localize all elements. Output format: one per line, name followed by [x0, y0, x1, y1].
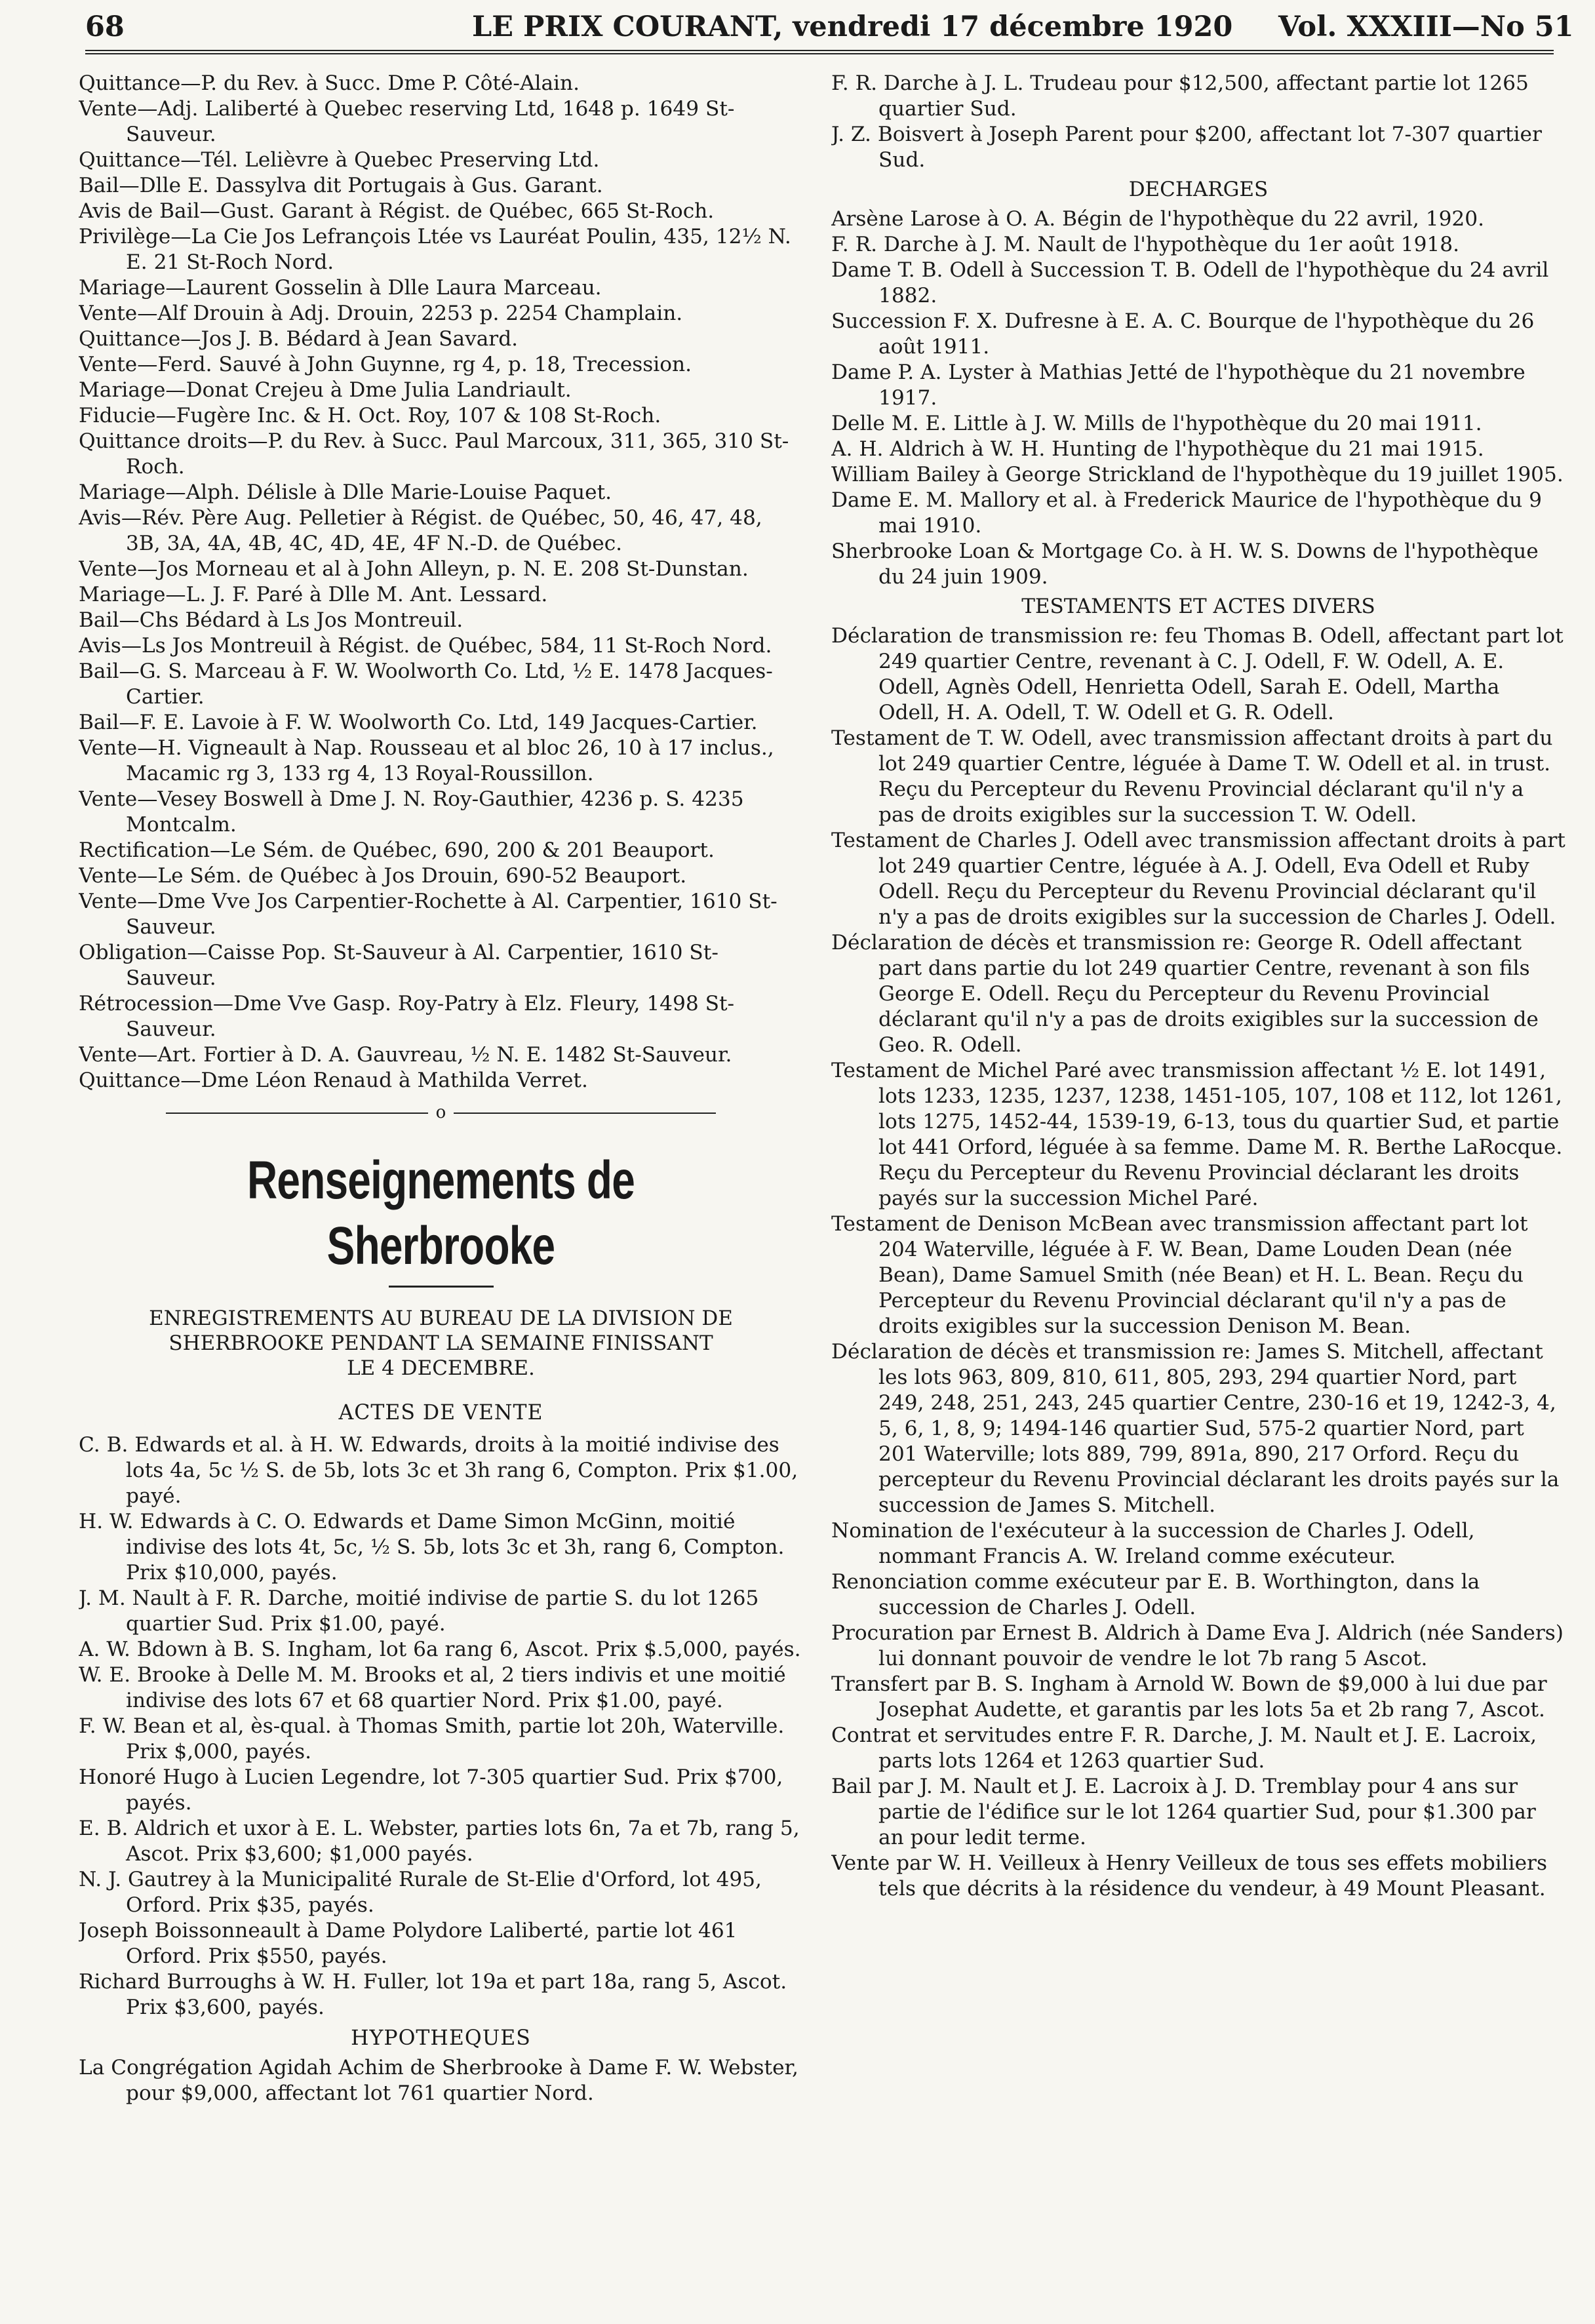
testament-entry: Bail par J. M. Nault et J. E. Lacroix à J. D. Tremblay pour 4 ans sur partie de l'édifice sur le lot 1264 quartier Sud, pour $1.300 par an pour ledit terme.: [831, 1775, 1536, 1849]
registry-entry: Quittance—Dme Léon Renaud à Mathilda Verret.: [79, 1069, 588, 1092]
registry-entry: Fiducie—Fugère Inc. & H. Oct. Roy, 107 & 108 St-Roch.: [79, 404, 661, 427]
acte-entry: C. B. Edwards et al. à H. W. Edwards, droits à la moitié indivise des lots 4a, 5c ½ S. de 5b, lots 3c et 3h rang 6, Compton. Prix $1.00, payé.: [79, 1433, 798, 1508]
acte-entry: N. J. Gautrey à la Municipalité Rurale de St-Elie d'Orford, lot 495, Orford. Prix $35, payés.: [79, 1868, 762, 1917]
registry-entry: Vente—H. Vigneault à Nap. Rousseau et al bloc 26, 10 à 17 inclus., Macamic rg 3, 133 rg 4, 13 Royal-Roussillon.: [79, 736, 774, 785]
actes-heading: ACTES DE VENTE: [338, 1401, 543, 1425]
section-separator: o: [79, 1100, 803, 1126]
registry-entry: Mariage—Alph. Délisle à Dlle Marie-Louise Paquet.: [79, 481, 612, 504]
registry-entry: Rectification—Le Sém. de Québec, 690, 200 & 201 Beauport.: [79, 838, 715, 862]
hypotheques-heading: HYPOTHEQUES: [351, 2026, 531, 2050]
registry-entry: Rétrocession—Dme Vve Gasp. Roy-Patry à Elz. Fleury, 1498 St-Sauveur.: [79, 992, 735, 1041]
actes-de-vente-list: [79, 1432, 803, 2020]
registry-entry: Privilège—La Cie Jos Lefrançois Ltée vs Lauréat Poulin, 435, 12½ N. E. 21 St-Roch Nord.: [79, 225, 791, 274]
testament-entry: Testament de Michel Paré avec transmission affectant ½ E. lot 1491, lots 1233, 1235, 1237, 1238, 1451-105, 107, 108 et 112, lot 1261, lots 1275, 1452-44, 1539-19, 6-13, tous du quartier Sud, et partie lot 441 Orford, léguée à sa femme. Dame M. R. Berthe LaRocque. Reçu du Percepteur du Revenu Provincial déclarant les droits payés sur la succession Michel Paré.: [831, 1059, 1563, 1210]
acte-entry: Joseph Boissonneault à Dame Polydore Laliberté, partie lot 461 Orford. Prix $550, payés.: [79, 1919, 738, 1968]
decharge-entry: Arsène Larose à O. A. Bégin de l'hypothèque du 22 avril, 1920.: [831, 207, 1485, 231]
registry-entry: Vente—Vesey Boswell à Dme J. N. Roy-Gauthier, 4236 p. S. 4235 Montcalm.: [79, 787, 744, 837]
testament-entry: Renonciation comme exécuteur par E. B. Worthington, dans la succession de Charles J. Odell.: [831, 1570, 1480, 1619]
registry-entry: Vente—Adj. Laliberté à Quebec reserving Ltd, 1648 p. 1649 St-Sauveur.: [79, 97, 735, 146]
testament-entry: Testament de Denison McBean avec transmission affectant part lot 204 Waterville, léguée à F. W. Bean, Dame Louden Dean (née Bean), Dame Samuel Smith (née Bean) et H. L. Bean. Reçu du Percepteur du Revenu Provincial déclarant qu'il n'y a pas de droits exigibles sur la succession Denison M. Bean.: [831, 1212, 1528, 1338]
testament-entry: Transfert par B. S. Ingham à Arnold W. Bown de $9,000 à lui due par Josephat Audette, et garantis par les lots 5a et 2b rang 7, Ascot.: [831, 1672, 1547, 1722]
decharge-entry: Dame P. A. Lyster à Mathias Jetté de l'hypothèque du 21 novembre 1917.: [831, 361, 1526, 410]
registry-entry: Bail—Chs Bédard à Ls Jos Montreuil.: [79, 608, 463, 632]
hypotheques-continued-list: [831, 71, 1565, 173]
testament-entry: Testament de T. W. Odell, avec transmission affectant droits à part du lot 249 quartier Centre, léguée à Dame T. W. Odell et al. in trust. Reçu du Percepteur du Revenu Provincial déclarant qu'il n'y a pas de droits exigibles sur la succession T. W. Odell.: [831, 726, 1553, 827]
registry-entry: Vente—Jos Morneau et al à John Alleyn, p. N. E. 208 St-Dunstan.: [79, 557, 749, 581]
registry-entry: Avis de Bail—Gust. Garant à Régist. de Québec, 665 St-Roch.: [79, 199, 715, 223]
decharge-entry: A. H. Aldrich à W. H. Hunting de l'hypothèque du 21 mai 1915.: [831, 437, 1484, 461]
decharge-entry: Delle M. E. Little à J. W. Mills de l'hypothèque du 20 mai 1911.: [831, 412, 1482, 435]
acte-entry: Honoré Hugo à Lucien Legendre, lot 7-305 quartier Sud. Prix $700, payés.: [79, 1765, 783, 1815]
hypotheques-list: [79, 2055, 803, 2106]
testament-entry: Déclaration de décès et transmission re: George R. Odell affectant part dans partie du lot 249 quartier Centre, revenant à son fils George E. Odell. Reçu du Percepteur du Revenu Provincial déclarant qu'il n'y a pas de droits exigibles sur la succession de Geo. R. Odell.: [831, 931, 1539, 1057]
acte-entry: Richard Burroughs à W. H. Fuller, lot 19a et part 18a, rang 5, Ascot. Prix $3,600, payés.: [79, 1970, 787, 2019]
registry-entry: Mariage—Donat Crejeu à Dme Julia Landriault.: [79, 378, 572, 402]
page-header: [85, 9, 1574, 54]
testament-entry: Testament de Charles J. Odell avec transmission affectant droits à part lot 249 quartier Centre, léguée à A. J. Odell, Eva Odell et Ruby Odell. Reçu du Percepteur du Revenu Provincial déclarant qu'il n'y a pas de droits exigibles sur la succession de Charles J. Odell.: [831, 829, 1565, 929]
acte-entry: J. M. Nault à F. R. Darche, moitié indivise de partie S. du lot 1265 quartier Sud. Prix $1.00, payé.: [79, 1586, 759, 1636]
section-title: Renseignements de Sherbrooke: [247, 1151, 635, 1276]
registry-entry: Quittance—P. du Rev. à Succ. Dme P. Côté-Alain.: [79, 71, 580, 95]
registry-entry: Bail—Dlle E. Dassylva dit Portugais à Gus. Garant.: [79, 174, 603, 197]
newspaper-title: LE PRIX COURANT, vendredi 17 décembre 1920: [472, 10, 1233, 43]
registry-entry: Obligation—Caisse Pop. St-Sauveur à Al. Carpentier, 1610 St-Sauveur.: [79, 941, 719, 990]
decharge-entry: Succession F. X. Dufresne à E. A. C. Bourque de l'hypothèque du 26 août 1911.: [831, 309, 1535, 359]
registry-entry: Avis—Ls Jos Montreuil à Régist. de Québec, 584, 11 St-Roch Nord.: [79, 634, 772, 658]
decharge-entry: Dame E. M. Mallory et al. à Frederick Maurice de l'hypothèque du 9 mai 1910.: [831, 488, 1542, 538]
registry-entry: Mariage—Laurent Gosselin à Dlle Laura Marceau.: [79, 276, 602, 300]
registry-entry: Bail—F. E. Lavoie à F. W. Woolworth Co. Ltd, 149 Jacques-Cartier.: [79, 711, 758, 734]
acte-entry: H. W. Edwards à C. O. Edwards et Dame Simon McGinn, moitié indivise des lots 4t, 5c, ½ S. 5b, lots 3c et 3h, rang 6, Compton. Prix $10,000, payés.: [79, 1510, 785, 1585]
testament-entry: Vente par W. H. Veilleux à Henry Veilleux de tous ses effets mobiliers tels que décrits à la résidence du vendeur, à 49 Mount Pleasant.: [831, 1851, 1547, 1901]
decharge-entry: William Bailey à George Strickland de l'hypothèque du 19 juillet 1905.: [831, 463, 1564, 486]
decharges-list: [831, 207, 1565, 590]
decharge-entry: Dame T. B. Odell à Succession T. B. Odell de l'hypothèque du 24 avril 1882.: [831, 258, 1549, 307]
registry-entry: Vente—Art. Fortier à D. A. Gauvreau, ½ N. E. 1482 St-Sauveur.: [79, 1043, 732, 1067]
testament-entry: Contrat et servitudes entre F. R. Darche, J. M. Nault et J. E. Lacroix, parts lots 1264 et 1263 quartier Sud.: [831, 1723, 1537, 1773]
testament-entry: Déclaration de transmission re: feu Thomas B. Odell, affectant part lot 249 quartier Centre, revenant à C. J. Odell, F. W. Odell, A. E. Odell, Agnès Odell, Henrietta Odell, Sarah E. Odell, Martha Odell, H. A. Odell, T. W. Odell et G. R. Odell.: [831, 624, 1564, 724]
acte-entry: E. B. Aldrich et uxor à E. L. Webster, parties lots 6n, 7a et 7b, rang 5, Ascot. Prix $3,600; $1,000 payés.: [79, 1817, 800, 1866]
registry-entry: Quittance droits—P. du Rev. à Succ. Paul Marcoux, 311, 365, 310 St-Roch.: [79, 429, 789, 479]
acte-entry: W. E. Brooke à Delle M. M. Brooks et al, 2 tiers indivis et une moitié indivise des lots 67 et 68 quartier Nord. Prix $1.00, payé.: [79, 1663, 786, 1712]
volume-number: Vol. XXXIII—No 51: [1278, 10, 1574, 43]
decharges-heading: DECHARGES: [1128, 178, 1269, 201]
registry-entry: Mariage—L. J. F. Paré à Dlle M. Ant. Lessard.: [79, 583, 548, 606]
testament-entry: Procuration par Ernest B. Aldrich à Dame Eva J. Aldrich (née Sanders) lui donnant pouvoir de vendre le lot 7b rang 5 Ascot.: [831, 1621, 1564, 1670]
testament-entry: Déclaration de décès et transmission re: James S. Mitchell, affectant les lots 963, 809, 810, 611, 805, 293, 294 quartier Nord, part 249, 248, 251, 243, 245 quartier Centre, 230-16 et 19, 1242-3, 4, 5, 6, 1, 8, 9; 1494-146 quartier Sud, 575-2 quartier Nord, part 201 Waterville; lots 889, 799, 891a, 890, 217 Orford. Reçu du percepteur du Revenu Provincial déclarant les droits payés sur la succession de James S. Mitchell.: [831, 1340, 1560, 1517]
registry-entry: Quittance—Jos J. B. Bédard à Jean Savard.: [79, 327, 519, 351]
acte-entry: F. W. Bean et al, ès-qual. à Thomas Smith, partie lot 20h, Waterville. Prix $,000, payés.: [79, 1714, 785, 1763]
testaments-heading: TESTAMENTS ET ACTES DIVERS: [1021, 595, 1375, 618]
registry-entry: Avis—Rév. Père Aug. Pelletier à Régist. de Québec, 50, 46, 47, 48, 3B, 3A, 4A, 4B, 4C, 4D, 4E, 4F N.-D. de Québec.: [79, 506, 762, 555]
page-number: 68: [85, 10, 125, 43]
hypotheque-entry: J. Z. Boisvert à Joseph Parent pour $200, affectant lot 7-307 quartier Sud.: [831, 123, 1542, 172]
hypotheque-entry: La Congrégation Agidah Achim de Sherbrooke à Dame F. W. Webster, pour $9,000, affectant lot 761 quartier Nord.: [79, 2056, 798, 2105]
decharge-entry: F. R. Darche à J. M. Nault de l'hypothèque du 1er août 1918.: [831, 233, 1460, 256]
registry-entry: Bail—G. S. Marceau à F. W. Woolworth Co. Ltd, ½ E. 1478 Jacques-Cartier.: [79, 660, 773, 709]
registry-entry: Vente—Alf Drouin à Adj. Drouin, 2253 p. 2254 Champlain.: [79, 302, 683, 325]
registry-entry: Vente—Dme Vve Jos Carpentier-Rochette à Al. Carpentier, 1610 St-Sauveur.: [79, 890, 778, 939]
title-rule: [389, 1286, 494, 1288]
hypotheque-entry: F. R. Darche à J. L. Trudeau pour $12,500, affectant partie lot 1265 quartier Sud.: [831, 71, 1529, 121]
registry-entry: Quittance—Tél. Lelièvre à Quebec Preserving Ltd.: [79, 148, 600, 172]
registry-entry: Vente—Le Sém. de Québec à Jos Drouin, 690-52 Beauport.: [79, 864, 687, 888]
testaments-list: [831, 623, 1565, 1902]
registry-entry: Vente—Ferd. Sauvé à John Guynne, rg 4, p. 18, Trecession.: [79, 353, 692, 376]
right-column: [831, 71, 1565, 2313]
left-column: [79, 71, 803, 2313]
acte-entry: A. W. Bdown à B. S. Ingham, lot 6a rang 6, Ascot. Prix $.5,000, payés.: [79, 1638, 801, 1661]
decharge-entry: Sherbrooke Loan & Mortgage Co. à H. W. S. Downs de l'hypothèque du 24 juin 1909.: [831, 540, 1539, 589]
section-subtitle: ENREGISTREMENTS AU BUREAU DE LA DIVISION DE SHERBROOKE PENDANT LA SEMAINE FINISSANT LE 4 DECEMBRE.: [149, 1307, 733, 1380]
testament-entry: Nomination de l'exécuteur à la succession de Charles J. Odell, nommant Francis A. W. Ireland comme exécuteur.: [831, 1519, 1475, 1568]
quebec-entries-list: [79, 71, 803, 1093]
